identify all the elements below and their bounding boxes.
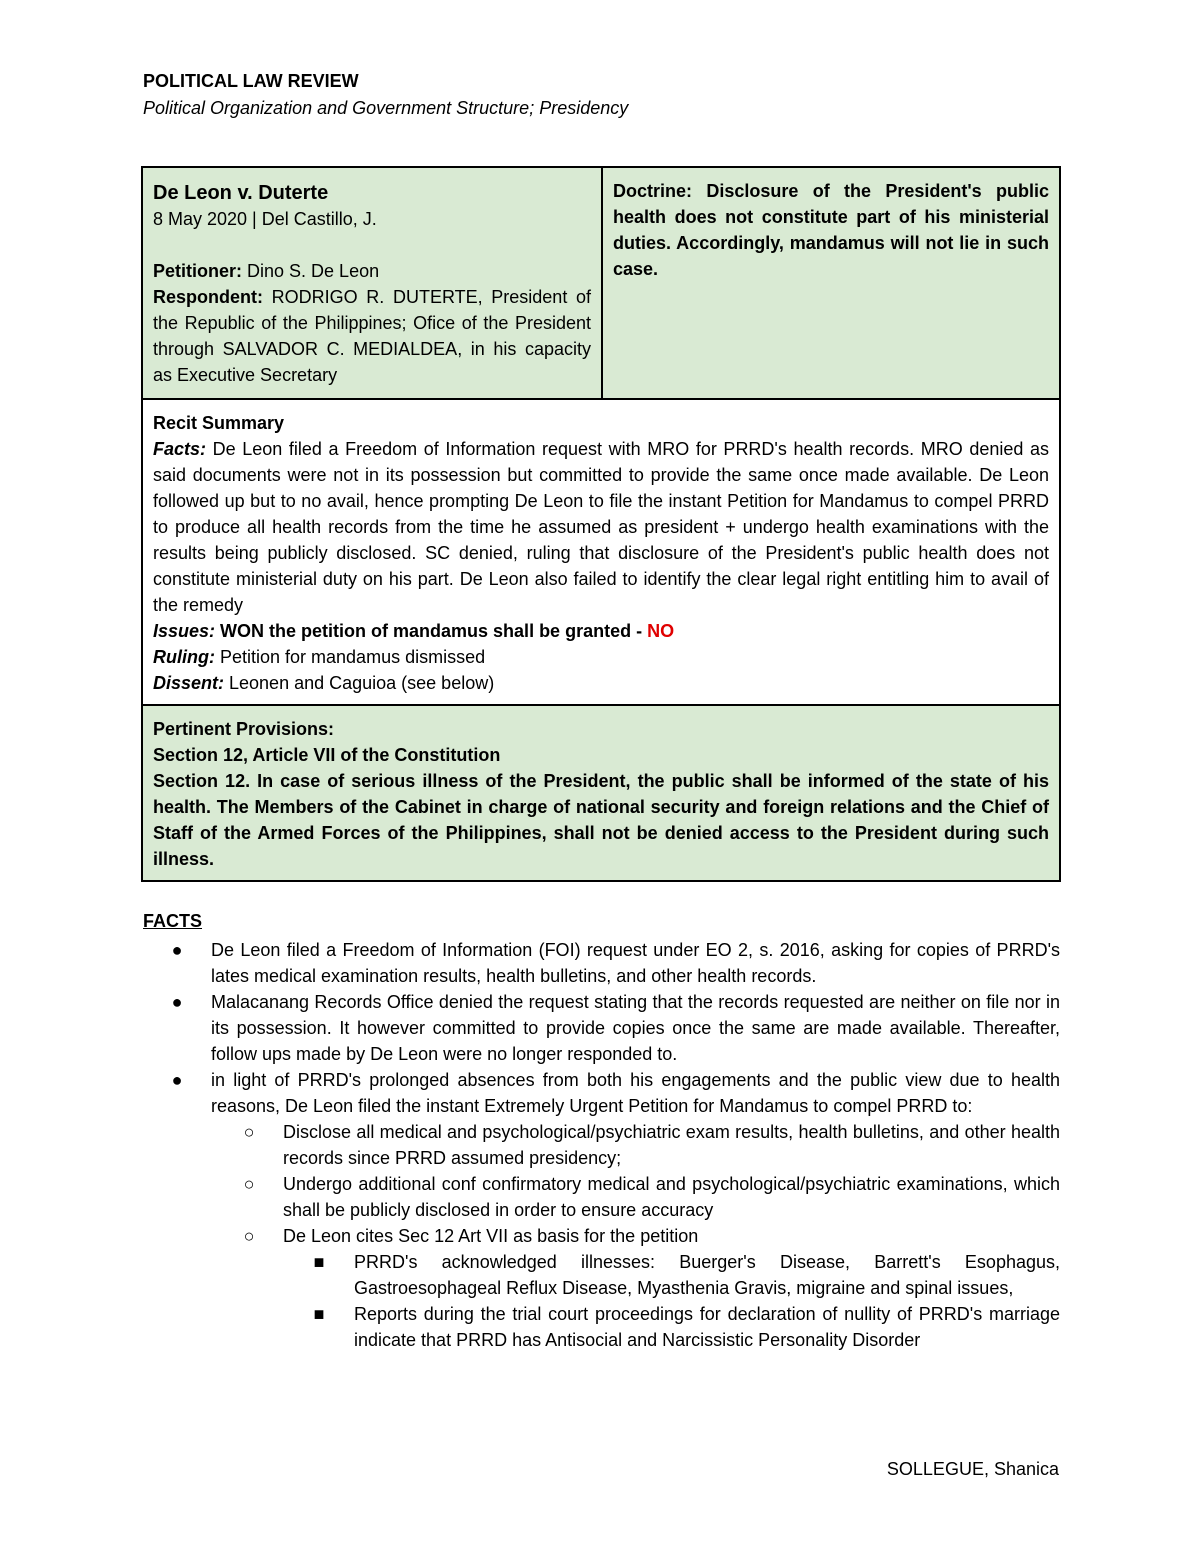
doctrine-text: Doctrine: Disclosure of the President's public health does not constitute part of his ministerial duties. Accordingly, mandamus will not lie in such case.: [613, 181, 1049, 279]
list-item: ○ De Leon cites Sec 12 Art VII as basis for the petition: [143, 1223, 1060, 1249]
square-bullet-icon: ■: [313, 1252, 325, 1272]
list-item: ● in light of PRRD's prolonged absences from both his engagements and the public view due to health reasons, De Leon filed the instant Extremely Urgent Petition for Mandamus to compel PRRD to:: [143, 1067, 1060, 1119]
document-subtitle: Political Organization and Government Structure; Presidency: [143, 98, 629, 118]
facts-list: [143, 937, 1060, 1119]
list-item: ■ Reports during the trial court proceedings for declaration of nullity of PRRD's marriage indicate that PRRD has Antisocial and Narcissistic Personality Disorder: [143, 1301, 1060, 1353]
recit-issues-label: Issues:: [153, 621, 216, 641]
recit-ruling-text: Petition for mandamus dismissed: [214, 647, 486, 667]
petitioner-value: Dino S. De Leon: [242, 261, 380, 281]
facts-heading: FACTS: [143, 911, 203, 931]
bullet-icon: ●: [171, 992, 183, 1012]
facts-subsublist: [143, 1249, 1060, 1353]
recit-summary-cell: [143, 400, 1059, 704]
respondent-value: RODRIGO R. DUTERTE, President of the Republic of the Philippines; Ofice of the President through SALVADOR C. MEDIALDEA, in his capacity as Executive Secretary: [153, 287, 591, 385]
document-title: POLITICAL LAW REVIEW: [143, 71, 359, 91]
provisions-cell: [143, 706, 1059, 880]
footer-author: SOLLEGUE, Shanica: [886, 1459, 1059, 1479]
recit-dissent: [153, 670, 1049, 696]
facts-section: [143, 937, 1060, 1353]
list-item: ● De Leon filed a Freedom of Information (FOI) request under EO 2, s. 2016, asking for copies of PRRD's lates medical examination results, health bulletins, and other health records.: [143, 937, 1060, 989]
circle-bullet-icon: ○: [243, 1174, 255, 1194]
recit-issues-answer: NO: [647, 621, 675, 641]
recit-ruling-label: Ruling:: [153, 647, 215, 667]
square-bullet-icon: ■: [313, 1304, 325, 1324]
case-date-ponente: 8 May 2020 | Del Castillo, J.: [153, 209, 377, 229]
petitioner-label: Petitioner:: [153, 261, 243, 281]
recit-dissent-text: Leonen and Caguioa (see below): [224, 673, 495, 693]
list-item: ○ Disclose all medical and psychological/psychiatric exam results, health bulletins, and other health records since PRRD assumed presidency;: [143, 1119, 1060, 1171]
list-item: ○ Undergo additional conf confirmatory medical and psychological/psychiatric examinations, which shall be publicly disclosed in order to ensure accuracy: [143, 1171, 1060, 1223]
facts-sublist: [143, 1119, 1060, 1249]
circle-bullet-icon: ○: [243, 1122, 255, 1142]
provisions-row: [143, 706, 1059, 880]
doctrine-cell: [603, 168, 1059, 398]
case-name: De Leon v. Duterte: [153, 182, 329, 204]
recit-summary-row: [143, 400, 1059, 706]
recit-issues-text: WON the petition of mandamus shall be granted -: [215, 621, 648, 641]
recit-facts-text: De Leon filed a Freedom of Information request with MRO for PRRD's health records. MRO denied as said documents were not in its possession but committed to provide the same once made available. De Leon followed up but to no avail, hence prompting De Leon to file the instant Petition for Mandamus to compel PRRD to produce all health records from the time he assumed as president + undergo health examinations with the results being publicly disclosed. SC denied, ruling that disclosure of the President's public health does not constitute ministerial duty on his part. De Leon also failed to identify the clear legal right entitling him to avail of the remedy: [153, 439, 1049, 615]
recit-dissent-label: Dissent:: [153, 673, 225, 693]
respondent-label: Respondent:: [153, 287, 263, 307]
provisions-heading: Pertinent Provisions:: [153, 719, 335, 739]
recit-facts-label: Facts:: [153, 439, 207, 459]
recit-facts: [153, 436, 1049, 618]
bullet-icon: ●: [171, 1070, 183, 1090]
list-item: ● Malacanang Records Office denied the request stating that the records requested are neither on file nor in its possession. It however committed to provide copies once the same are made available. Thereafter, follow ups made by De Leon were no longer responded to.: [143, 989, 1060, 1067]
list-item: ■ PRRD's acknowledged illnesses: Buerger's Disease, Barrett's Esophagus, Gastroesophageal Reflux Disease, Myasthenia Gravis, migraine and spinal issues,: [143, 1249, 1060, 1301]
case-digest-table: [141, 166, 1061, 882]
recit-issues: [153, 618, 1049, 644]
case-info-cell: [143, 168, 603, 398]
provisions-section-title: Section 12, Article VII of the Constitution: [153, 745, 501, 765]
bullet-icon: ●: [171, 940, 183, 960]
circle-bullet-icon: ○: [243, 1226, 255, 1246]
recit-heading: Recit Summary: [153, 413, 285, 433]
case-header-row: [143, 168, 1059, 400]
recit-ruling: [153, 644, 1049, 670]
petitioner-line: [153, 258, 591, 284]
provisions-text: Section 12. In case of serious illness of the President, the public shall be informed of the state of his health. The Members of the Cabinet in charge of national security and foreign relations and the Chief of Staff of the Armed Forces of the Philippines, shall not be denied access to the President during such illness.: [153, 771, 1049, 869]
respondent-line: [153, 284, 591, 388]
